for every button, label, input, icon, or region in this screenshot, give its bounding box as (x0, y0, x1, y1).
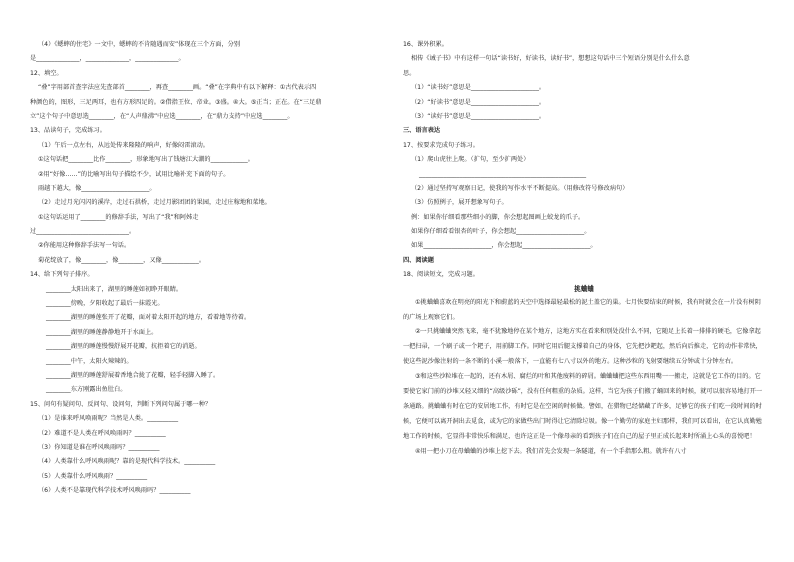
left-line: 雨越下越大，像______________________。 (38, 184, 156, 192)
left-line: （1）午后一点左右，从远处传来隆隆的响声，好像闷雷滚动。 (38, 141, 209, 149)
right-line: 17、按要求完成句子练习。 (403, 141, 479, 149)
left-line: （5）人类靠什么呼风唤雨？__________ (38, 472, 148, 480)
left-line: ②用“好像……”的比喻写出句子描绘不少，试用比喻补充下面的句子。 (38, 170, 230, 178)
right-line: （3）仿照例子，展开想象写句子。 (411, 199, 508, 207)
right-line: 相传《诫子书》中有这样一句话“读书好，好读书，读好书”，想想这句话中三个短语分别是什么什么意 (411, 55, 690, 63)
left-line: ________湖里的睡莲张开了花瓣，面对着太阳开起的地方，看着地等待着。 (46, 314, 251, 322)
left-line: ________东方刚露出鱼肚白。 (46, 386, 127, 394)
left-line: 12、填空。 (30, 69, 63, 77)
left-line: 是______________，______________，______________。 (30, 55, 185, 63)
left-line: ①这句话把________比作________，形象地写出了钱塘江大潮的____________。 (38, 156, 254, 164)
article-paragraph: ③和这些沙粒堆在一起的，还有木屑、腐烂的叶和其他废料的碎屑。蛐蛐蛐把这些东西用嘴一一搬走，这就是它工作的目的。它要使它家门前的沙堆又轻又细的“高级沙砾”，没有任何粗重的杂质。这样，当它为孩子们搬了蛹回来的时候，就可以很容易地打开一条通路。挑蛐蛐有时在它的安居地工作，有时它是在空闲的时候做。譬如，在猎物已经储藏了许多，足够它的孩子们吃一段时间的时候，它便可以离开洞出去觅食，或为它的家做些出门时得让它清除垃圾。像一个勤劳的家庭主妇那样，我们可以看出，在它认真勤勉地工作的时候，它显得非常快乐和满足，也许这正是一个像母亲的看到孩子们在自己的屋子里正成长起来时所涌上心头的喜悦吧！ (403, 373, 763, 440)
left-line: 菊花绽放了，像________，像________，又像____________。 (38, 256, 206, 264)
right-line: （2）“好读书”意思是______________________。 (411, 98, 546, 106)
right-line: ______________________________________________________ (419, 170, 587, 178)
article-title: 挑蛐蛐 (574, 284, 594, 293)
article-body (403, 296, 765, 460)
left-line: ①这句话运用了________的修辞手法，写出了“我”和阿姊走 (38, 213, 199, 221)
right-line: （1）“读书好”意思是______________________。 (411, 84, 546, 92)
right-line: （1）爬山虎往上爬。（扩句，至少扩两处） (411, 156, 530, 164)
left-line: 14、给下列句子排序。 (30, 271, 94, 279)
right-line: 18、阅读短文，完成习题。 (403, 271, 479, 279)
left-line: （3）你知道是谁在呼风唤雨吗？__________ (38, 443, 160, 451)
left-line: ________中午，太阳火辣辣的。 (46, 357, 133, 365)
left-line: “叠”字用部首查字法应先查部首________，再查________画。“叠”在字典中有以下解释：①古代表示四 (38, 84, 317, 92)
left-line: 过______________________________。 (30, 228, 136, 236)
left-line: （1）是谁来呼风唤雨呢？当然是人类。__________ (38, 415, 179, 423)
left-line: ________湖里的睡莲静静地开于水面上。 (46, 328, 158, 336)
left-line: ②你能用这种修辞手法写一句话。 (38, 242, 131, 250)
left-line: （6）人类不是靠现代科学技术呼风唤雨吗？__________ (38, 487, 191, 495)
left-line: 种颜色的，图形，三足两耳，也有方形四足的。②借指王位、帝业。③盛。④大。⑤正当；正在。在“三足鼎 (30, 98, 322, 106)
left-line: 立”这个句子中意思选________，在“人声鼎沸”中应选________，在“鼎力支持”中应选________。 (30, 112, 294, 120)
right-line: （3）“读好书”意思是______________________。 (411, 112, 546, 120)
right-line: 16、课外积累。 (403, 41, 448, 48)
left-line: 15、问句有疑问句、反问句、设问句，判断下列问句属于哪一种？ (30, 400, 212, 408)
right-line: 如果______________________，你会想起______________________。 (411, 242, 597, 250)
left-line: ________湖里的睡莲舒展着香地合拢了花瓣，轻手轻脚入睡了。 (46, 371, 220, 379)
right-line: 思。 (403, 69, 416, 77)
left-line: ________傍晚，夕阳收起了最后一抹霞光。 (46, 300, 164, 308)
left-line: （2）难道不是人类在呼风唤雨吗？__________ (38, 429, 166, 437)
right-line: 如果你仔细看看银杏的叶子，你会想起______________________。 (411, 228, 591, 236)
right-top-lines (403, 38, 765, 283)
left-line: 13、品读句子，完成练习。 (30, 127, 106, 135)
right-line: 例：如果你仔细看那些细小的脚，你会想起图画上蛟龙的爪子。 (411, 213, 585, 221)
left-line: ________湖里的睡莲慢慢舒展开花瓣，抗拒着它的消逝。 (46, 343, 201, 351)
right-line: （2）通过坚持写观察日记，使我的写作水平不断提高。（用修改符号修改病句） (411, 184, 629, 192)
right-line: 三、语言表达 (403, 127, 441, 135)
left-column (30, 38, 382, 499)
left-line: （4）《蟋蟀的住宅》一文中，蟋蟀的不肯随遇而安”体现在三个方面，分别 (38, 41, 241, 48)
article-paragraph: ④用一把小刀在母蛐蛐的沙堆上挖下去。我们首先会发现一条隧道，有一个手指那么粗。就许有八寸 (415, 447, 687, 455)
left-line: （4）人类靠什么呼风唤雨呢？靠的是现代科学技术。__________ (38, 458, 216, 466)
right-line: 四、阅读题 (403, 256, 434, 264)
right-column (403, 38, 765, 460)
left-line: ________太阳出来了，湖里的睡莲如初睁开眼睛。 (46, 285, 183, 293)
left-line: （2）走过月光闪闪的溪岸，走过石拱桥，走过月影团团的果园，走过庄稼地和菜地。 (38, 199, 271, 207)
article-paragraph: ①挑蛐蛐喜欢在明亮的阳光下和蔚蓝的天空中选择最轻最松的泥土盖它的巢。七月快要结束的时候，我有时就会在一片没有树阴的广场上观察它们。 (403, 298, 761, 321)
article-paragraph: ②一只挑蛐蛐突然飞来，毫不犹豫地停在某个地方，这地方实在看来和别处没什么不同，它随足上长着一排排的硬毛，它像拿起一把扫帚，一个刷子或一个耙子，用前脚工作。同时它用后腿支撑着自己的身体，它先把沙耙起，然后向后推走，它的动作非常快，使这些泥沙像注射的一条不断的小溪一般落下，一直能有七八寸以外的地方。这种沙粒的飞射要继续五分钟或十分钟左右。 (403, 328, 762, 366)
